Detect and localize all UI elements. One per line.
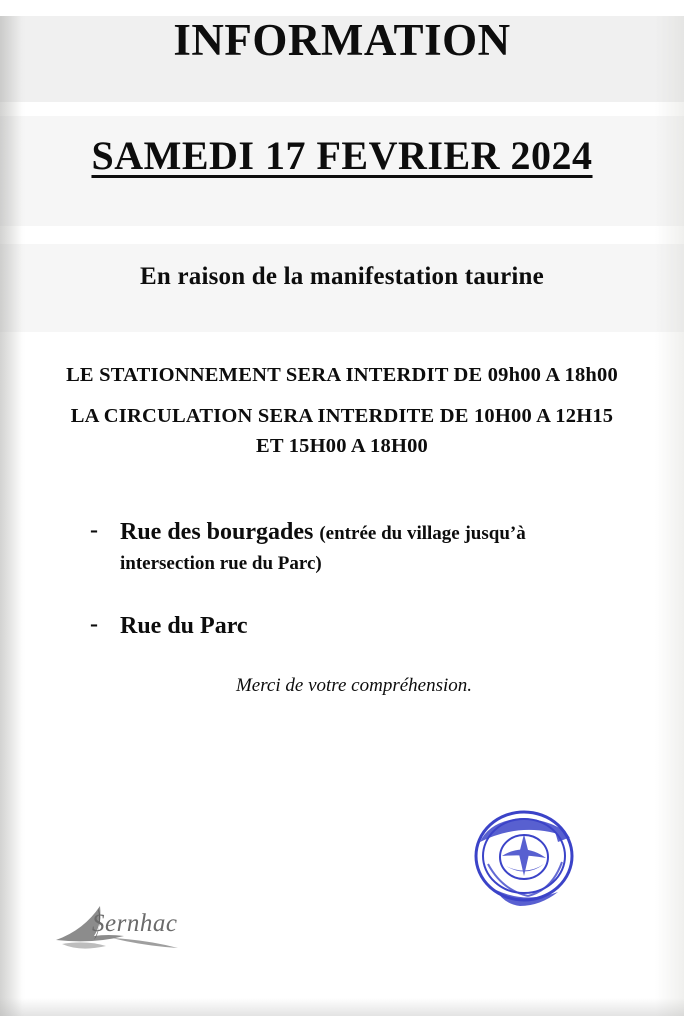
street-label: Rue du Parc	[120, 613, 248, 640]
restriction-traffic: LA CIRCULATION SERA INTERDITE DE 10H00 A 12H15	[70, 405, 614, 428]
restriction-parking: LE STATIONNEMENT SERA INTERDIT DE 09h00 A 18h00	[66, 363, 618, 386]
restriction-list	[28, 363, 656, 460]
list-item	[90, 611, 656, 641]
list-item	[90, 517, 656, 577]
affected-streets	[28, 517, 656, 641]
sernhac-logo	[52, 898, 217, 960]
list-bullet-dash: -	[90, 517, 98, 544]
sernhac-logo-text: Sernhac	[92, 910, 178, 937]
event-date: SAMEDI 17 FEVRIER 2024	[91, 132, 593, 178]
closing-thanks: Merci de votre compréhension.	[235, 675, 472, 697]
street-name-parc	[120, 611, 248, 641]
street-label: Rue des bourgades	[120, 519, 314, 546]
event-reason: En raison de la manifestation taurine	[140, 262, 544, 290]
street-name-bourgades	[120, 517, 590, 577]
list-bullet-dash: -	[90, 611, 98, 638]
restriction-traffic-continued: ET 15H00 A 18H00	[256, 434, 428, 457]
official-stamp-icon	[466, 804, 586, 916]
page-title: INFORMATION	[173, 15, 511, 65]
street-note: (entrée du village jusqu’à intersection rue du Parc)	[120, 523, 526, 575]
